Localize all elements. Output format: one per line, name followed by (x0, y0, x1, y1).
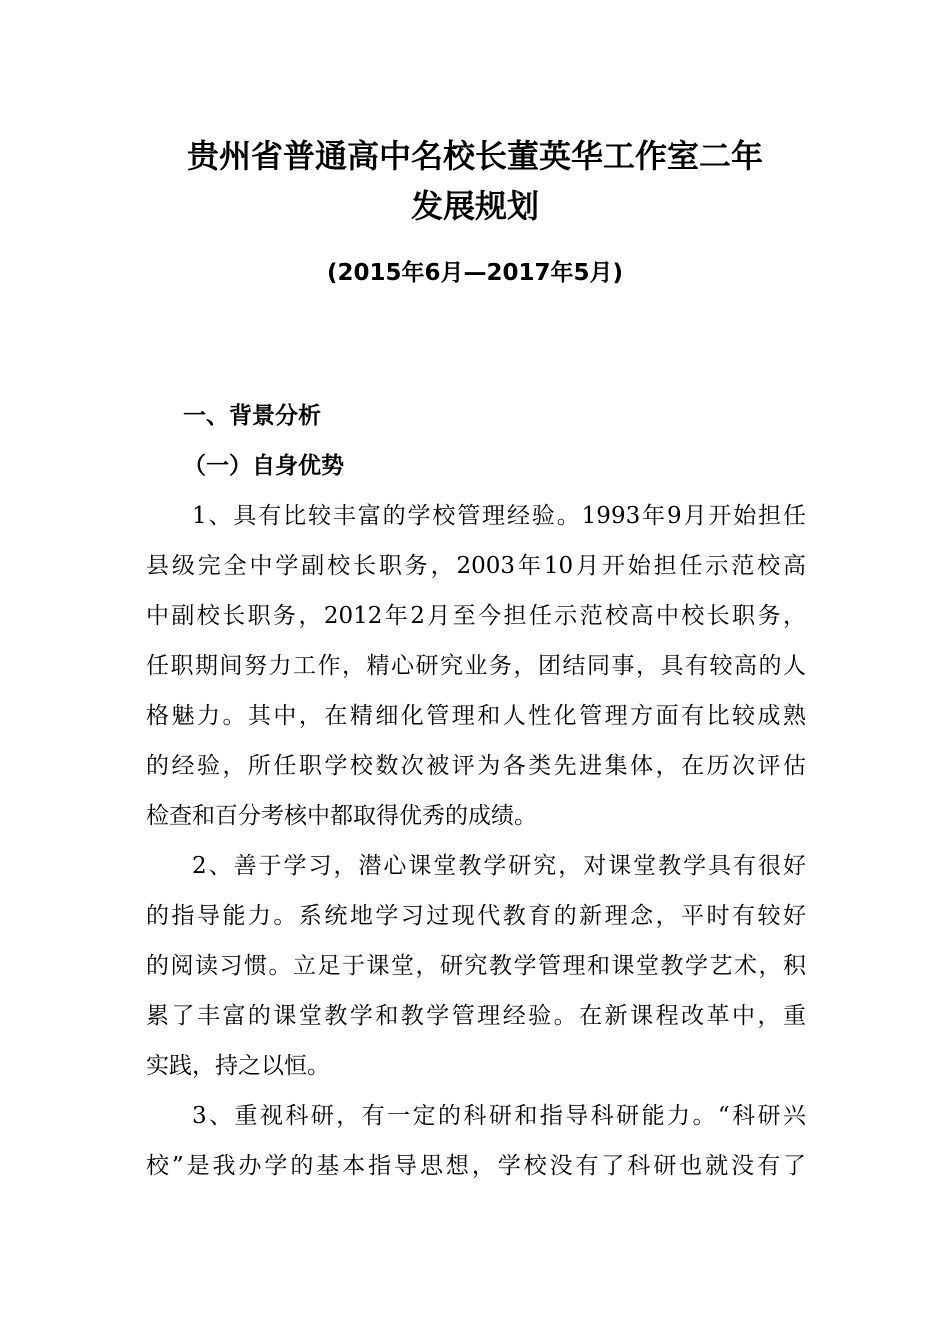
body-line-8: 2、善于学习，潜心课堂教学研究，对课堂教学具有很好 (192, 853, 806, 879)
body-line-12: 实践，持之以恒。 (146, 1053, 330, 1079)
body-line-6: 的经验，所任职学校数次被评为各类先进集体，在历次评估 (146, 753, 806, 779)
section-heading-background: 一、背景分析 (183, 402, 321, 429)
body-line-7: 检查和百分考核中都取得优秀的成绩。 (146, 803, 537, 829)
body-line-14: 校”是我办学的基本指导思想，学校没有了科研也就没有了 (146, 1153, 806, 1179)
document-title-line-1: 贵州省普通高中名校长董英华工作室二年 (186, 137, 763, 175)
body-line-3: 中副校长职务，2012年2月至今担任示范校高中校长职务， (146, 603, 806, 629)
body-line-1: 1、具有比较丰富的学校管理经验。1993年9月开始担任 (192, 503, 806, 529)
subsection-heading-strengths: （一）自身优势 (183, 452, 344, 479)
body-line-5: 格魅力。其中，在精细化管理和人性化管理方面有比较成熟 (146, 703, 806, 729)
body-line-2: 县级完全中学副校长职务，2003年10月开始担任示范校高 (146, 553, 806, 579)
body-line-10: 的阅读习惯。立足于课堂，研究教学管理和课堂教学艺术，积 (146, 953, 806, 979)
document-date-range: (2015年6月—2017年5月) (326, 260, 624, 286)
body-line-11: 累了丰富的课堂教学和教学管理经验。在新课程改革中，重 (146, 1003, 806, 1029)
body-line-4: 任职期间努力工作，精心研究业务，团结同事，具有较高的人 (146, 653, 806, 679)
body-line-13: 3、重视科研，有一定的科研和指导科研能力。“科研兴 (192, 1103, 806, 1129)
body-line-9: 的指导能力。系统地学习过现代教育的新理念，平时有较好 (146, 903, 806, 929)
document-title-line-2: 发展规划 (410, 187, 539, 225)
